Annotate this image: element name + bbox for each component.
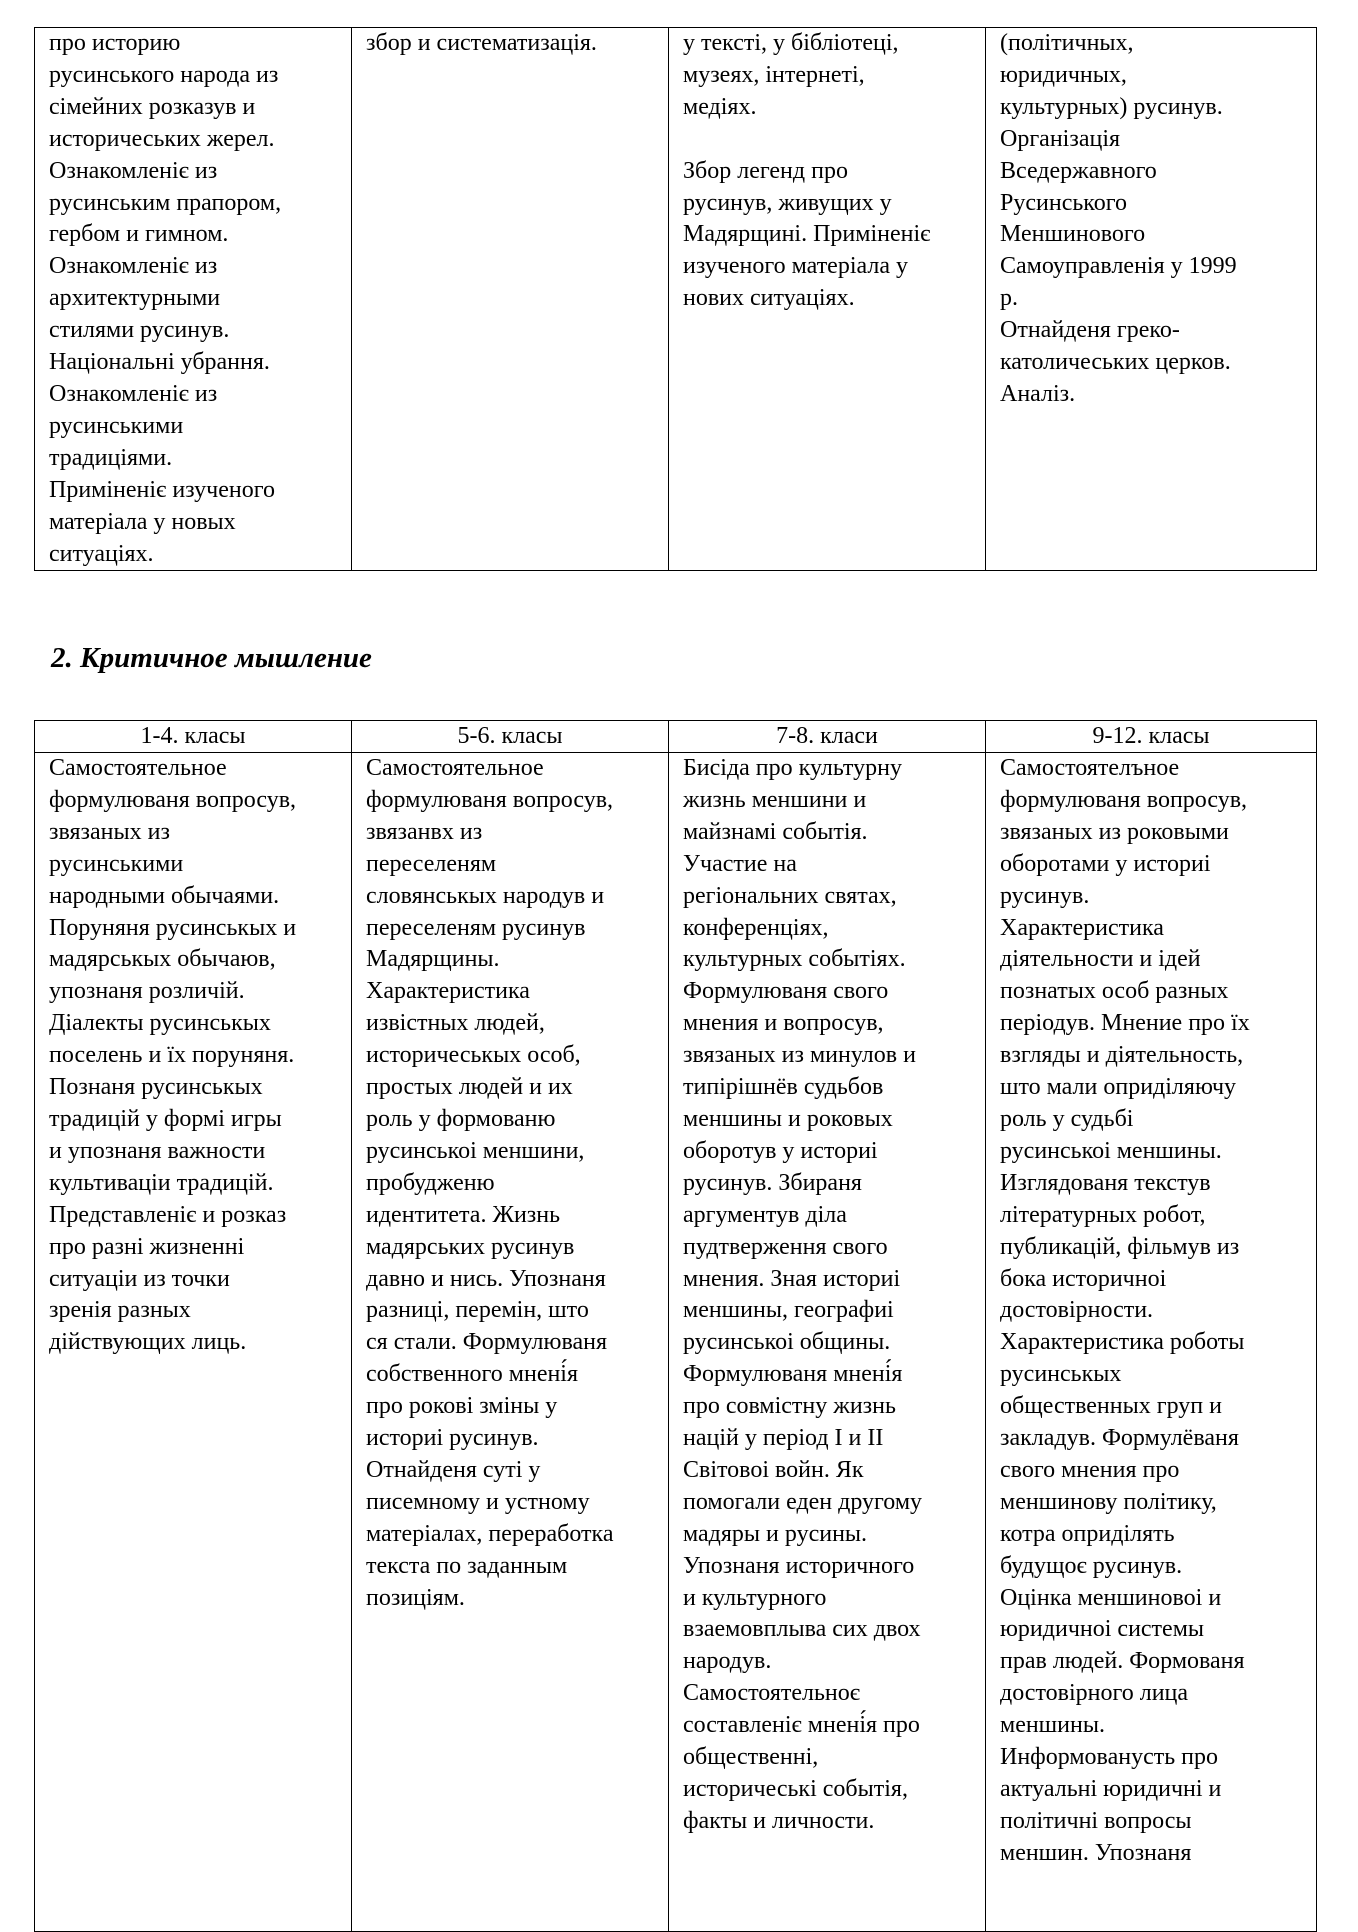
column-header: 1-4. класы [35,721,352,753]
critical-thinking-table [34,720,1317,1932]
table-cell: Самостоятелъное формулюваня вопросув, звязаных из роковыми оборотами у историі русинув. Характеристика діятельности и ідей познатых особ разных періодув. Мнение про їх взгляды и діятельность, што мали оприділяючу роль у судьбі русинськоі меншины. Изглядованя текстув літературных робот, публикацій, фільмув из бока историчноі достовірности. Характеристика роботы русинськых общественных груп и закладув. Формулёваня свого мнения про меншинову політику, котра оприділять будущоє русинув. Оцінка меншиновоі и юридичноі системы прав людей. Формованя достовірного лица меншины. Информованусть про актуальні юридичні и політичні вопросы меншин. Упознаня [986,753,1317,1932]
table-cell: Бисіда про культурну жизнь меншини и майзнамі событія. Участие на регіональних святах, конференціях, культурных событіях. Формулюваня свого мнения и вопросув, звязаных из минулов и типірішнёв судьбов меншины и роковых оборотув у историі русинув. Збираня аргументув діла пудтверження свого мнения. Зная историі меншины, географиі русинськоі общины. Формулюваня мнені́я про совмістну жизнь націй у період І и ІІ Світовоі войн. Як помогали еден другому мадяры и русины. Упознаня историчного и культурного взаемовплыва сих двох народув. Самостоятельноє составленіє мнені́я про общественні, историчеські событія, факты и личности. [669,753,986,1932]
table-row [35,753,1317,1932]
table-cell: Самостоятельное формулюваня вопросув, звязанвх из переселеням словянськых народув и переселеням русинув Мадярщины. Характеристика извістных людей, историчеськых особ, простых людей и их роль у формованю русинськоі меншини, пробудженю идентитета. Жизнь мадярських русинув давно и нись. Упознаня разниці, перемін, што ся стали. Формулюваня собственного мнені́я про рокові зміны у историі русинув. Отнайденя суті у писемному и устному матеріалах, переработка текста по заданным позиціям. [352,753,669,1932]
column-header: 7-8. класи [669,721,986,753]
table-cell: у тексті, у бібліотеці, музеях, інтернеті, медіях. Збор легенд про русинув, живущих у Мадярщині. Приміненіє изученого матеріала у нових ситуаціях. [669,28,986,571]
column-header: 5-6. класы [352,721,669,753]
header-row [35,721,1317,753]
column-header: 9-12. класы [986,721,1317,753]
table-cell: про историю русинського народа из сімейних розказув и историчеських жерел. Ознакомленіє из русинським прапором, гербом и гимном. Ознакомленіє из архитектурными стилями русинув. Національні убрання. Ознакомленіє из русинськими традиціями. Приміненіє изученого матеріала у новых ситуаціях. [35,28,352,571]
table-row [35,28,1317,571]
table-cell: Самостоятельное формулюваня вопросув, звязаных из русинськими народными обычаями. Поруняня русинськых и мадярськых обычаюв, упознаня розличій. Діалекты русинськых поселень и їх поруняня. Познаня русинськых традицій у формі игры и упознаня важности культиваціи традицій. Представленіє и розказ про разні жизненні ситуаціи из точки зренія разных дійствующих лиць. [35,753,352,1932]
table-cell: збор и систематизація. [352,28,669,571]
section-heading: 2. Критичное мышление [51,642,372,674]
continued-table [34,27,1317,571]
table-cell: (політичных, юридичных, культурных) русинув. Організація Вседержавного Русинського Меншинового Самоуправленія у 1999 р. Отнайденя греко- католичеських церков. Аналіз. [986,28,1317,571]
